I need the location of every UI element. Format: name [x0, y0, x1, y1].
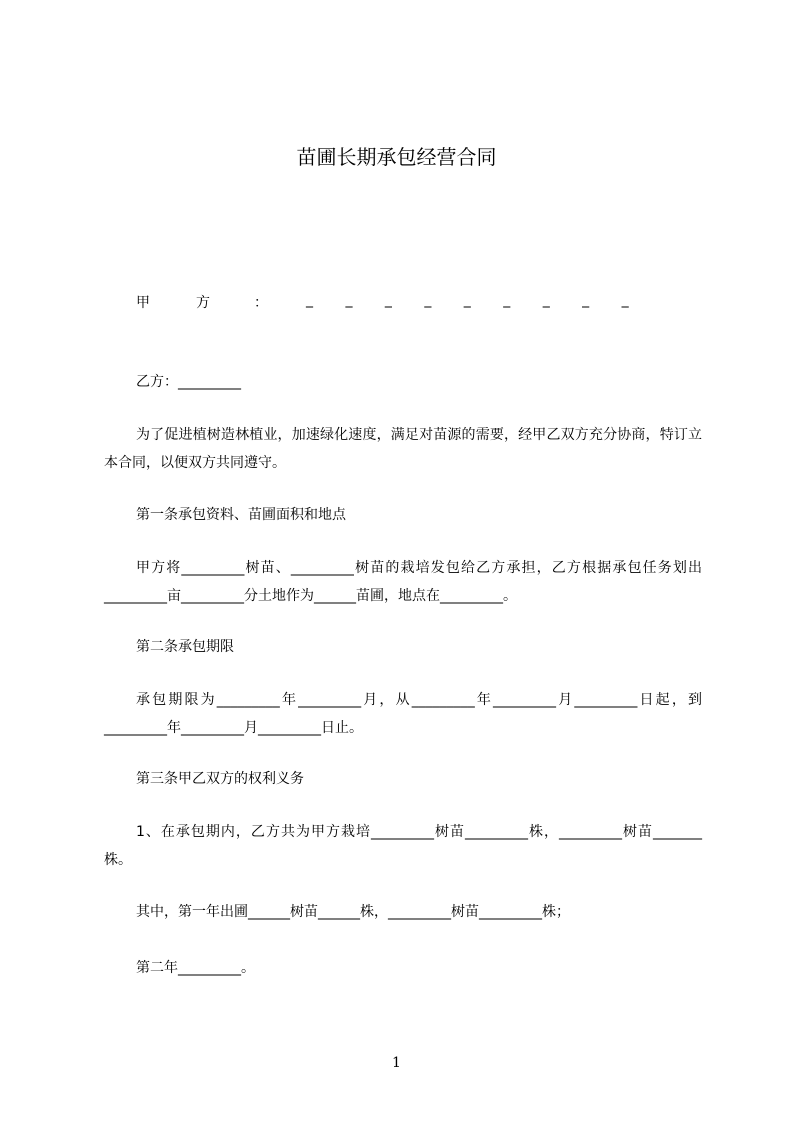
intro-paragraph: 为了促进植树造林植业，加速绿化速度，满足对苗源的需要，经甲乙双方充分协商，特订立本合同，以便双方共同遵守。: [104, 427, 702, 471]
page-title: 苗圃长期承包经营合同: [296, 145, 497, 169]
article-3-detail-2: 第二年_________。: [136, 960, 255, 976]
article-1-body: 甲方将_________树苗、_________树苗的栽培发包给乙方承担，乙方根据承包任务划出_________亩_________分土地作为______苗圃，地点在_________。: [104, 560, 702, 604]
party-a-blank: _ _ _ _ _ _ _ _ _: [306, 292, 643, 308]
article-2-body: 承包期限为_________年_________月，从_________年_________月_________日起，到_________年_________月_________日止。: [104, 692, 702, 736]
party-a-char-2: 方: [196, 295, 210, 311]
party-a-char-1: 甲: [136, 295, 150, 311]
page-number: 1: [392, 1055, 401, 1071]
article-3-detail-1: 其中，第一年出圃______树苗______株，_________树苗_________株；: [136, 904, 570, 920]
party-a-colon: ：: [254, 295, 268, 311]
party-a-line: [136, 292, 702, 316]
article-1-heading: 第一条承包资料、苗圃面积和地点: [136, 507, 346, 523]
party-b-line: 乙方：_________: [136, 374, 241, 390]
article-3-item-1: 1、在承包期内，乙方共为甲方栽培_________树苗_________株，_________树苗_______株。: [104, 824, 702, 868]
article-3-heading: 第三条甲乙双方的权利义务: [136, 771, 304, 787]
article-2-heading: 第二条承包期限: [136, 639, 234, 655]
